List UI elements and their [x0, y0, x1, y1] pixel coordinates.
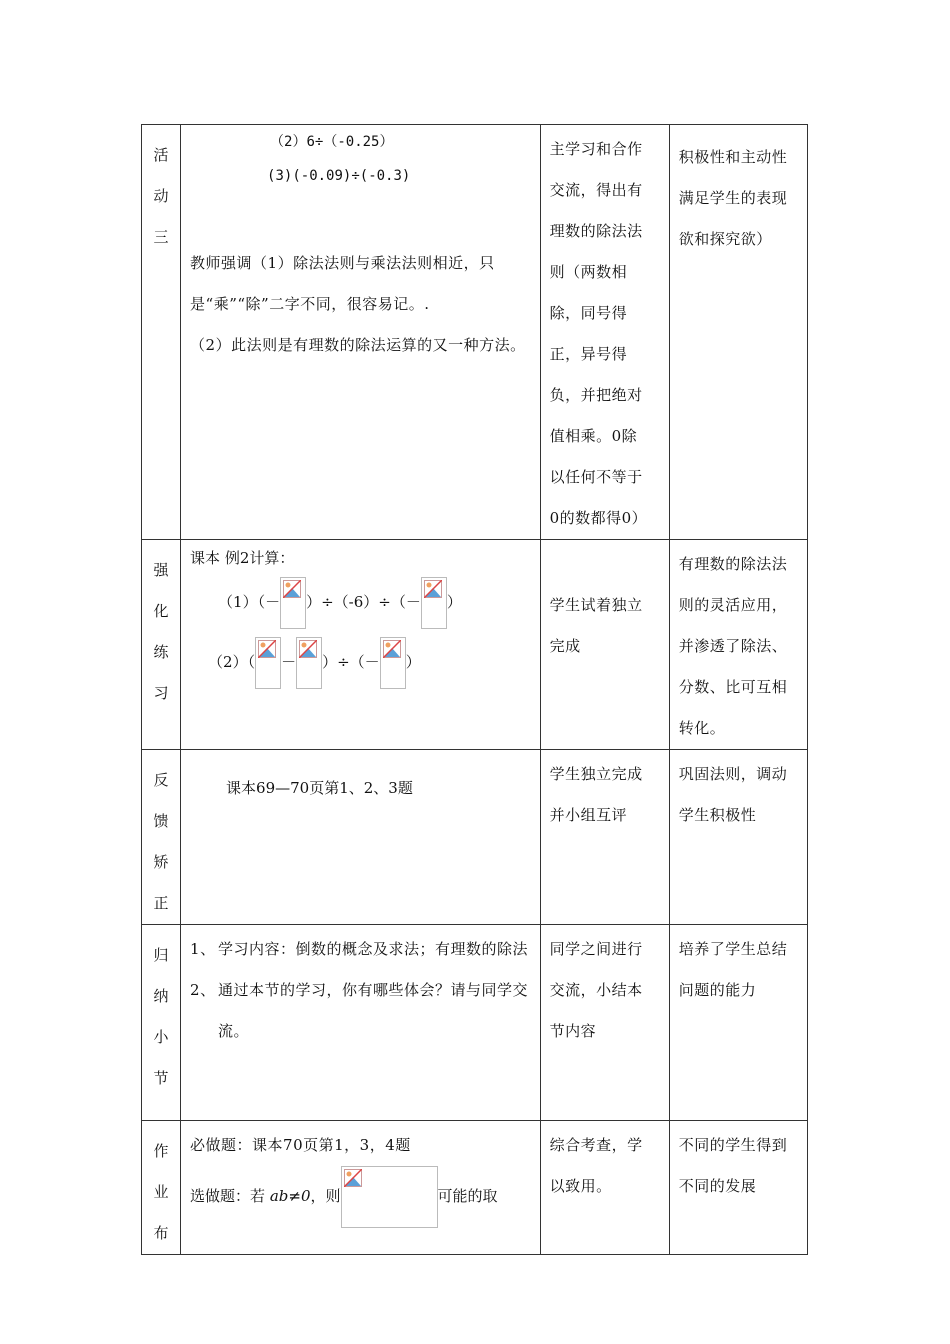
activity-cell: 综合考查，学 以致用。: [540, 1121, 669, 1255]
intent-cell: 积极性和主动性 满足学生的表现 欲和探究欲）: [669, 125, 807, 540]
activity-cell: 学生试着独立 完成: [540, 540, 669, 750]
problem-2: （2）6÷（-0.25）: [270, 134, 394, 150]
fraction-image: [280, 577, 306, 629]
row-label: 强 化 练 习: [142, 540, 181, 750]
table-row: [142, 125, 808, 540]
teacher-emphasis: 教师强调（1）除法法则与乘法法则相近，只是“乘”“除”二字不同，很容易记。. （2）此法则是有理数的除法运算的又一种方法。: [190, 254, 526, 354]
image-placeholder-icon: [258, 640, 276, 658]
table-row: [142, 1121, 808, 1255]
row-label: 归 纳 小 节: [142, 925, 181, 1121]
content-cell: 课本 例2计算： （1）（－ ）÷（-6）÷（－ ） （2）（ － ）÷（－ ）: [181, 540, 541, 750]
image-placeholder-icon: [283, 580, 301, 598]
summary-item-2: 2、 通过本节的学习，你有哪些体会？请与同学交流。: [190, 981, 529, 1040]
fraction-image: [296, 637, 322, 689]
table-row: [142, 925, 808, 1121]
fraction-image: [255, 637, 281, 689]
row-label: 作 业 布: [142, 1121, 181, 1255]
intent-cell: 培养了学生总结 问题的能力: [669, 925, 807, 1121]
optional-task: 选做题：若 ab≠0，则 可能的取: [181, 1166, 540, 1228]
problem-3: (3)(-0.09)÷(-0.3): [267, 168, 411, 184]
summary-item-1: 1、 学习内容：倒数的概念及求法；有理数的除法: [190, 940, 529, 958]
row-label: 反 馈 矫 正: [142, 750, 181, 925]
intent-cell: 不同的学生得到 不同的发展: [669, 1121, 807, 1255]
image-placeholder-icon: [344, 1169, 362, 1187]
table-row: [142, 750, 808, 925]
content-cell: [181, 125, 541, 540]
content-cell: 课本69—70页第1、2、3题: [181, 750, 541, 925]
content-cell: [181, 925, 541, 1121]
fraction-image: [380, 637, 406, 689]
content-cell: 必做题：课本70页第1，3，4题 选做题：若 ab≠0，则 可能的取: [181, 1121, 541, 1255]
intent-cell: 巩固法则，调动 学生积极性: [669, 750, 807, 925]
expression-2: （2）（ － ）÷（－ ）: [181, 632, 540, 692]
formula-image: [341, 1166, 438, 1228]
fraction-image: [421, 577, 447, 629]
expression-1: （1）（－ ）÷（-6）÷（－ ）: [181, 572, 540, 632]
table-row: [142, 540, 808, 750]
image-placeholder-icon: [424, 580, 442, 598]
lesson-table: [141, 124, 808, 1255]
intent-cell: 有理数的除法法 则的灵活应用， 并渗透了除法、 分数、比可互相 转化。: [669, 540, 807, 750]
activity-cell: 学生独立完成 并小组互评: [540, 750, 669, 925]
image-placeholder-icon: [383, 640, 401, 658]
row-label: 活 动 三: [142, 125, 181, 540]
activity-cell: 同学之间进行 交流，小结本 节内容: [540, 925, 669, 1121]
image-placeholder-icon: [299, 640, 317, 658]
activity-cell: 主学习和合作 交流，得出有 理数的除法法 则（两数相 除，同号得 正，异号得 负，并把绝对 值相乘。0除 以任何不等于 0的数都得0）: [540, 125, 669, 540]
